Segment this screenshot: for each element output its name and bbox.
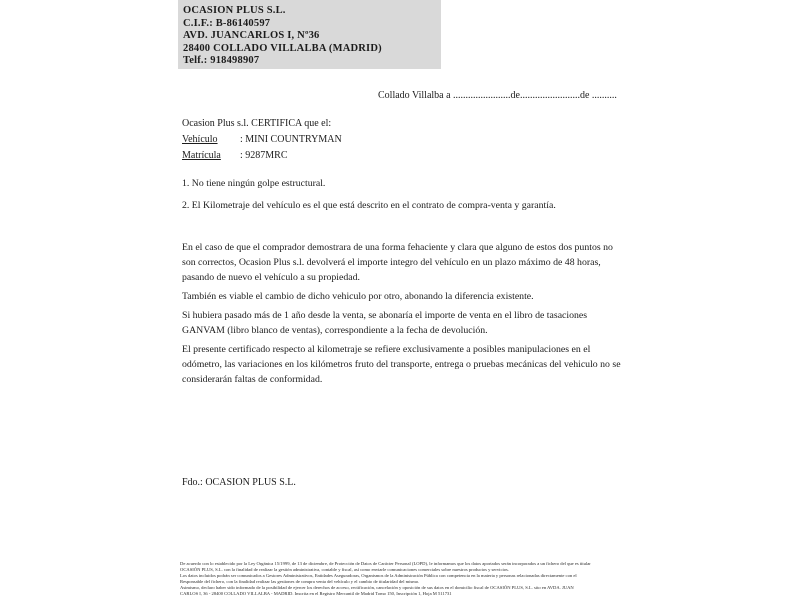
certification-intro: Ocasion Plus s.l. CERTIFICA que el:	[182, 118, 332, 129]
legal-line: Asimismo, declaro haber sido informado de la posibilidad de ejercer los derechos de acceso, rectificación, cancelación y oposición de sus datos en el domicilio fiscal de OCASIÓN PLUS, S.L. sito en AVDA. JUAN	[180, 584, 574, 590]
paragraph-odometer: El presente certificado respecto al kilometraje se refiere exclusivamente a posibles manipulaciones en el odómetro, las variaciones en los kilómetros fruto del transporte, entrega o pruebas mecánicas del vehiculo no se considerarán faltas de conformidad.	[182, 344, 621, 385]
date-line: Collado Villalba a .......................de........................de ..........	[378, 90, 617, 101]
letterhead-city: 28400 COLLADO VILLALBA (MADRID)	[183, 42, 382, 54]
letterhead	[178, 0, 441, 69]
numbered-points	[182, 176, 624, 220]
plate-row	[182, 148, 342, 164]
point-2: 2. El Kilometraje del vehículo es el que está descrito en el contrato de compra-venta y garantía.	[182, 200, 556, 211]
signature-line: Fdo.: OCASION PLUS S.L.	[182, 477, 296, 488]
vehicle-label-column	[182, 132, 240, 148]
point-1: 1. No tiene ningún golpe estructural.	[182, 178, 326, 189]
plate-label: Matrícula	[182, 150, 221, 161]
legal-line: CARLOS I, 36 - 28400 COLLADO VILLALBA - MADRID. Inscrita en el Registro Mercantil de Madrid Tomo 150, Inscripción 1, Hoja M 511731	[180, 590, 452, 596]
letterhead-cif: C.I.F.: B-86140597	[183, 17, 271, 29]
legal-line: De acuerdo con lo establecido por la Ley Orgánica 15/1999, de 13 de diciembre, de Protección de Datos de Carácter Personal (LOPD), le informamos que los datos aportados serán incorporados a un fichero del que es titular	[180, 561, 591, 566]
legal-notice	[180, 561, 625, 597]
paragraph-refund: En el caso de que el comprador demostrara de una forma fehaciente y clara que alguno de estos dos puntos no son correctos, Ocasion Plus s.l. devolverá el importe integro del vehículo en un plazo máximo de 48 horas, pasando de nuevo el vehículo a su propiedad.	[182, 242, 613, 283]
paragraph-ganvam: Si hubiera pasado más de 1 año desde la venta, se abonaría el importe de venta en el libro de tasaciones GANVAM (libro blanco de ventas), correspondiente a la fecha de devolución.	[182, 310, 588, 336]
legal-line: Los datos incluidos podrán ser comunicados a Gestores Administrativos, Entidades Aseguradoras, Organismos de la Administración Pública con competencia en la materia y personas relacionadas directamente con el	[180, 572, 577, 578]
legal-line: OCASIÓN PLUS, S.L. con la finalidad de realizar la gestión administrativa, contable y fiscal, así como enviarle comunicaciones comerciales sobre nuestros productos y servicios.	[180, 566, 509, 572]
body-paragraphs	[182, 240, 624, 391]
legal-line: Responsable del fichero, con la finalidad realizar las gestiones de compra venta del vehículo y el cambio de titularidad del mismo.	[180, 578, 420, 584]
vehicle-label: Vehículo	[182, 134, 218, 145]
paragraph-exchange: También es viable el cambio de dicho vehiculo por otro, abonando la diferencia existente.	[182, 291, 534, 302]
plate-label-column	[182, 148, 240, 164]
letterhead-address: AVD. JUANCARLOS I, Nº36	[183, 30, 320, 42]
letterhead-phone: Telf.: 918498907	[183, 55, 260, 67]
certification-block	[182, 116, 342, 164]
letterhead-company-name: OCASION PLUS S.L.	[183, 5, 286, 16]
vehicle-value: : MINI COUNTRYMAN	[240, 134, 342, 145]
plate-value: : 9287MRC	[240, 150, 288, 161]
vehicle-row	[182, 132, 342, 148]
